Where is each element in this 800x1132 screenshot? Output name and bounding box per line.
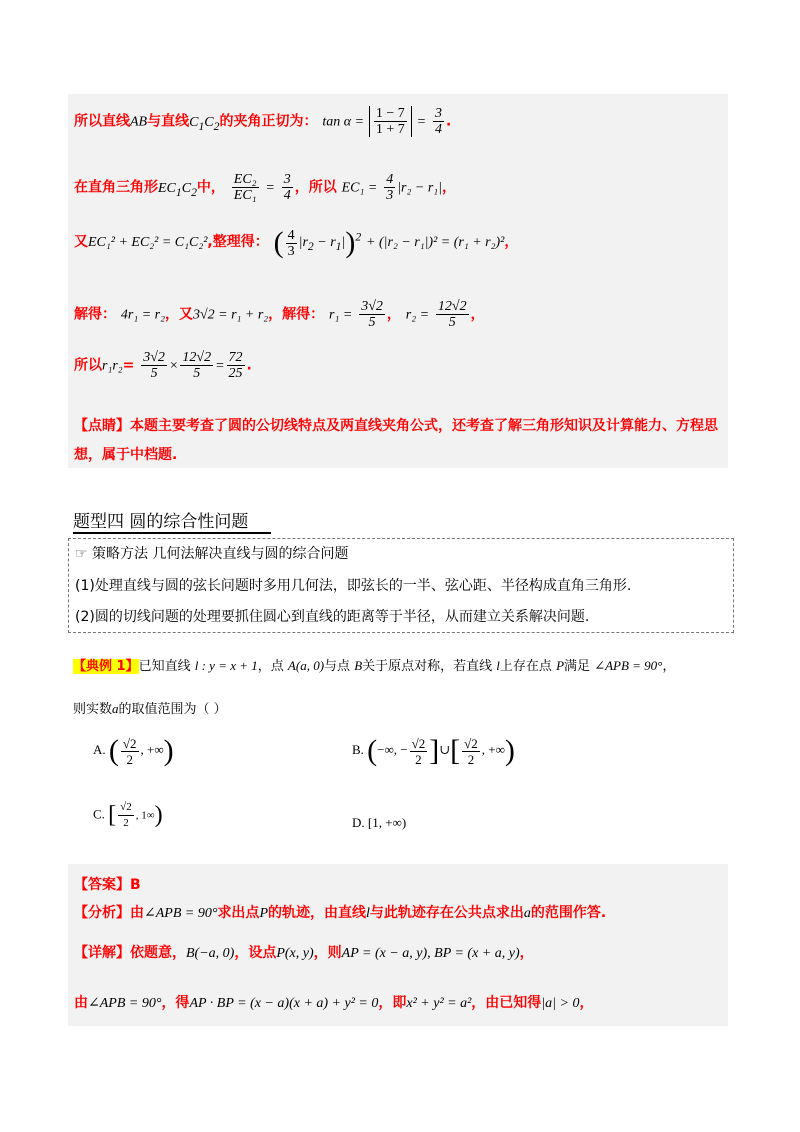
solution-line-4: 解得： 4r₁ = r₂，又3√2 = r₁ + r₂，解得： r₁ = $\frac{3√2}{5}$ ， r₂ = $\frac{12√2}{5}$ ， <box>74 299 485 330</box>
solution-block <box>68 94 728 468</box>
ratio-fraction: $\frac{\text{EC₂}}{\text{EC₁}}$ <box>233 172 257 203</box>
tan-fraction: $\frac{1 - 7}{1 + 7}$ <box>375 106 405 137</box>
detail-line: 【详解】依题意，B(−a, 0)，设点P(x, y)，则AP = (x − a, y), BP = (x + a, y)， <box>74 945 534 961</box>
option-d[interactable]: D. [1, +∞) <box>352 815 407 830</box>
strategy-title: ☞ 策略方法 几何法解决直线与圆的综合问题 <box>75 546 349 562</box>
derivation-line: 由∠APB = 90°，得AP · BP = (x − a)(x + a) + y² = 0，即x² + y² = a²，由已知得|a| > 0， <box>74 995 594 1011</box>
strategy-point-1: (1)处理直线与圆的弦长问题时多用几何法，即弦长的一半、弦心距、半径构成直角三角形. <box>75 578 632 594</box>
answer-line: 【答案】B <box>74 877 141 893</box>
section-heading: 题型四 圆的综合性问题 <box>73 512 249 532</box>
example-tag: 【典例 1】 <box>73 659 139 674</box>
answer-block <box>68 864 728 1026</box>
solution-line-5: 所以r₁r₂= $\frac{3√2}{5}$ × $\frac{12√2}{5}$ = $\frac{72}{25}$ . <box>74 350 252 381</box>
option-a[interactable]: A. ( $\frac{√2}{2}$ , +∞) <box>93 734 174 767</box>
strategy-point-2: (2)圆的切线问题的处理要抓住圆心到直线的距离等于半径，从而建立关系解决问题. <box>75 609 590 625</box>
solution-line-2: 在直角三角形$EC_1C_2$中， $\frac{\text{EC₂}}{\text{EC₁}}$ = $\frac{3}{4}$ ，所以 EC₁ = $\frac{4}{3}$ |r₂ − r₁|， <box>74 172 456 203</box>
analysis-line: 【分析】由∠APB = 90°求出点P的轨迹，由直线l与此轨迹存在公共点求出a的范围作答. <box>74 905 607 921</box>
pointing-hand-icon: ☞ <box>75 546 88 562</box>
solution-line-3: 又EC₁² + EC₂² = C₁C₂²,整理得： ( $\frac{4}{3}$ $|r_2 - r_1|)^2 + (|r_2 - r_1|)^2 = (r_1 + r_2)^2$， <box>74 226 519 259</box>
example-question-line-1: 【典例 1】已知直线 l : y = x + 1，点 A(a, 0)与点 B关于原点对称，若直线 l上存在点 P满足 ∠APB = 90°， <box>73 658 676 674</box>
solution-line-1: 所以直线AB与直线$C_1C_2$的夹角正切为： tan α = $\frac{1 - 7}{1 + 7}$ = $\frac{3}{4}$ . <box>74 106 452 137</box>
tan-result: $\frac{3}{4}$ <box>435 106 442 137</box>
strategy-box <box>68 538 734 633</box>
option-c[interactable]: C. [ $\frac{√2}{2}$ , 1∞) <box>93 801 163 829</box>
option-b[interactable]: B. (−∞, − $\frac{√2}{2}$ ]∪[ $\frac{√2}{2}$ , +∞) <box>352 734 515 767</box>
heading-underline <box>73 532 271 534</box>
example-question-line-2: 则实数a的取值范围为（ ） <box>73 701 227 717</box>
key-point-note: 【点睛】本题主要考查了圆的公切线特点及两直线夹角公式，还考查了解三角形知识及计算能力、方程思想，属于中档题. <box>74 418 718 463</box>
